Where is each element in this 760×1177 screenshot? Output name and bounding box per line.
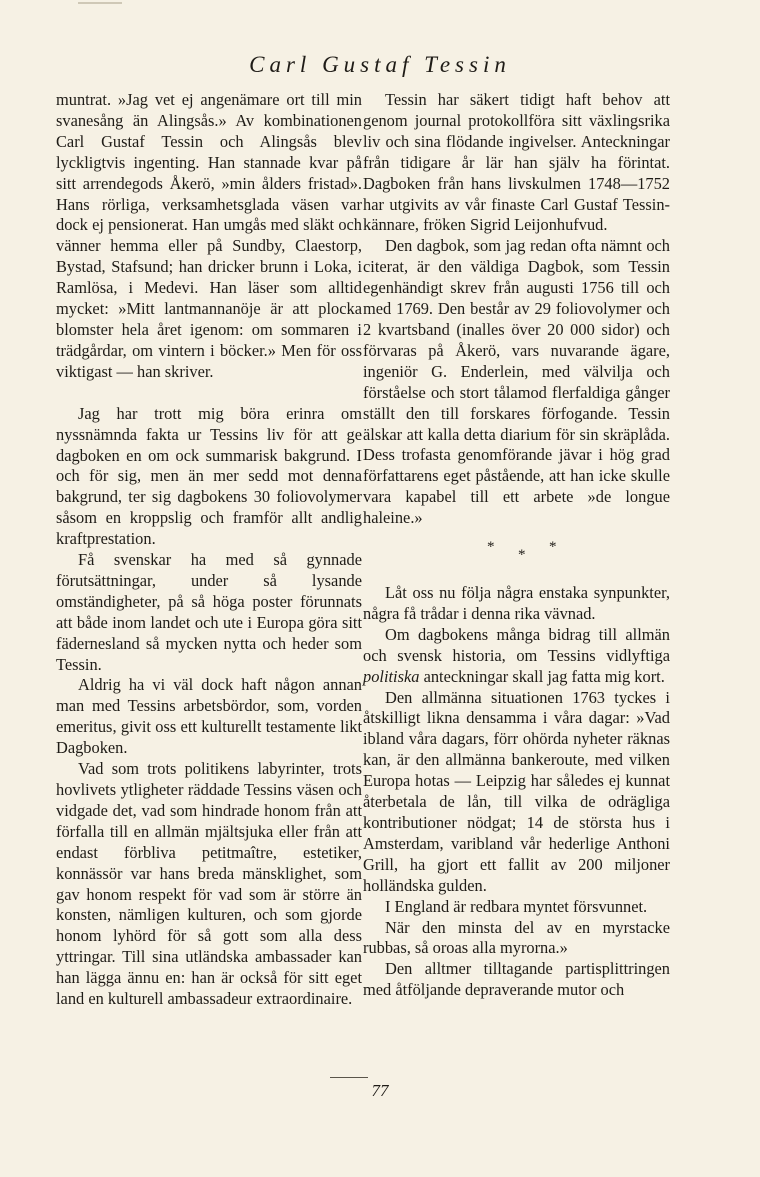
paragraph: Den dagbok, som jag redan ofta nämnt och citerat, är den väldiga Dagbok, som Tessin egenhändigt skrev från augusti 1756 till och med 1769. Den består av 29 foliovolymer och 2 kvartsband (inalles över 20 000 sidor) och förvaras på Åkerö, vars nuvarande ägare, ingeniör G. Enderlein, med välvilja och förståelse och stort tålamod flerfaldiga gånger ställt den till forskares förfogande. Tessin älskar att kalla detta diarium för sin skräplåda. Dess trofasta genomförande jävar i hög grad författarens eget påstående, att han icke skulle vara kapabel till ett arbete »de longue haleine.» [363,236,670,528]
asterisk: * [487,539,495,556]
right-column [363,90,670,1001]
left-column [56,90,362,1010]
running-head: Carl Gustaf Tessin [249,52,511,77]
asterisk: * [549,539,557,556]
paragraph [363,625,670,688]
page-edge-mark [78,2,122,4]
asterisk: * [518,547,526,564]
paragraph: I England är redbara myntet försvunnet. [385,896,648,916]
italic-word: politiska [363,666,420,686]
paragraph: Den allmänna situationen 1763 tyckes i åtskilligt likna densamma i våra dagar: »Vad ibland våra dagars, förr ohörda nyheter räknas kan, är den allmänna bankeroute, med vilken Europa hotas — Leipzig har således ej kunnat återbetala de lån, till vilka de odrägliga kontributioner nödgat; 14 de största hus i Amsterdam, varibland vår hederlige Anthoni Grill, ha gjort ett fallit av 200 miljoner holländska gulden. [363,687,670,895]
paragraph: Få svenskar ha med så gynnade förutsättningar, under så lysande omständigheter, på så höga poster förunnats att både inom landet och ute i Europa göra sitt fädernesland så mycken nytta och heder som Tessin. [56,550,362,674]
paragraph: Jag har trott mig böra erinra om nyssnämnda fakta ur Tessins liv för att ge dagboken en om ock summarisk bakgrund. I och för sig, men än mer sedd mot denna bakgrund, ter sig dagbokens 30 foliovolymer såsom en kroppslig och framför allt andlig kraftprestation. [56,403,362,549]
folio-rule [330,1077,368,1078]
paragraph: Låt oss nu följa några enstaka synpunkter, några få trådar i denna rika vävnad. [363,583,670,623]
paragraph-text: anteckningar skall jag fatta mig kort. [423,666,665,686]
paragraph: När den minsta del av en myrstacke rubbas, så oroas alla myrorna.» [363,917,670,958]
paragraph: Vad som trots politikens labyrinter, trots hovlivets ytligheter räddade Tessins väsen och vidgade det, vad som hindrade honom från att förfalla till en allmän mjältsjuka eller från att endast förbliva petitmaître, estetiker, konnässör var hans breda mänsklighet, som gav honom respekt för vad som är större än konsten, nämligen kulturen, och som gjorde honom lyhörd för så gott som alla dess yttringar. Till sina utländska ambassader kan han lägga ännu en: han är också för sitt eget land en kulturell ambassadeur extraordinaire. [56,759,362,1009]
section-asterism [363,531,670,577]
paragraph: Den alltmer tilltagande partisplittringen med åtföljande depraverande mutor och [363,959,670,1000]
paragraph: Aldrig ha vi väl dock haft någon annan man med Tessins arbetsbördor, som, vorden emeritus, givit oss ett kulturellt testamente likt Dagboken. [56,675,362,758]
paragraph: muntrat. »Jag vet ej angenämare ort till min svanesång än Alingsås.» Av kombinationen Carl Gustaf Tessin och Alingsås blev lyckligtvis ingenting. Han stannade kvar på sitt arrendegods Åkerö, »min ålders fristad». Hans rörliga, verksamhetsglada väsen var dock ej pensionerat. Han umgås med släkt och vänner hemma eller på Sundby, Claestorp, Bystad, Stafsund; han dricker brunn i Loka, i Ramlösa, i Medevi. Han läser som alltid mycket: »Mitt lantmannanöje är att plocka blomster hela året igenom: om sommaren i trädgårdar, om vintern i böcker.» Men för oss viktigast — han skriver. [56,90,362,381]
paragraph: Tessin har säkert tidigt haft behov att genom journal protokollföra sitt växlingsrika liv och sina flödande ingivelser. Anteckningar från tidigare år lär han själv ha förintat. Dagboken från hans livskulmen 1748—1752 har utgivits av vår finaste Carl Gustaf Tessin-kännare, fröken Sigrid Leijonhufvud. [363,90,670,235]
page-number: 77 [371,1081,389,1100]
paragraph-text: Om dagbokens många bidrag till allmän och svensk historia, om Tessins vidlyftiga [363,624,670,665]
